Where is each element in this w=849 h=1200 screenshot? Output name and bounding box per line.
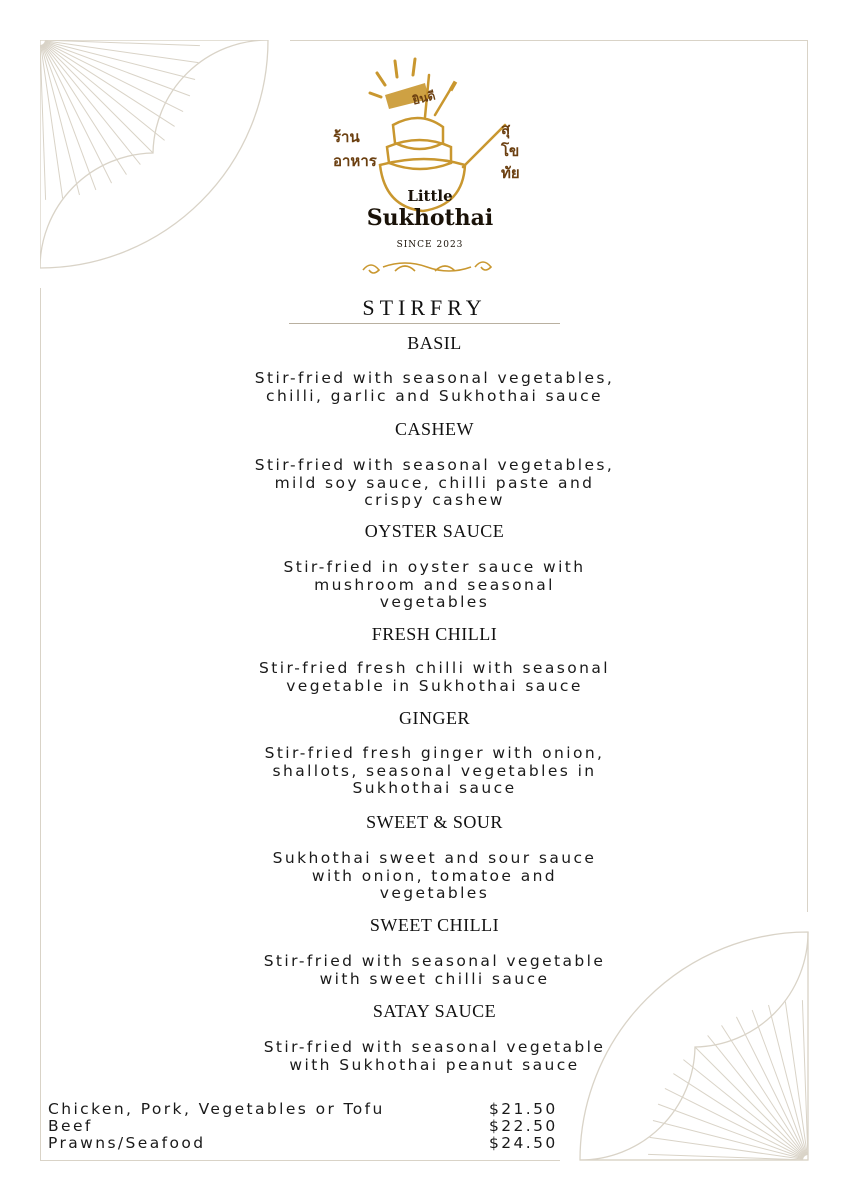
logo-thai-left-line2: อาหาร bbox=[333, 152, 377, 170]
logo-brand-name: Sukhothai bbox=[366, 205, 494, 231]
fan-ray bbox=[736, 1017, 805, 1156]
menu-item-description: Stir-fried fresh ginger with onion, shallots, seasonal vegetables in Sukhothai sauce bbox=[264, 744, 605, 797]
fan-ray bbox=[665, 1088, 804, 1157]
menu-item-name: FRESH CHILLI bbox=[371, 624, 498, 644]
fan-ray bbox=[673, 1074, 803, 1158]
restaurant-logo bbox=[325, 55, 535, 285]
menu-item-name: SATAY SAUCE bbox=[372, 1001, 497, 1021]
fan-ray bbox=[648, 1154, 803, 1159]
price-row-value: $24.50 bbox=[489, 1134, 558, 1152]
menu-item-name: SWEET CHILLI bbox=[369, 915, 500, 935]
fan-ray bbox=[45, 40, 200, 45]
fan-ray bbox=[40, 45, 45, 200]
menu-item-description: Stir-fried with seasonal vegetables, chilli, garlic and Sukhothai sauce bbox=[254, 369, 615, 405]
fan-ray bbox=[42, 44, 111, 183]
top-left-fan-ornament bbox=[40, 40, 272, 272]
logo-burst-text: ยินดี bbox=[411, 88, 437, 108]
price-row-value: $21.50 bbox=[489, 1100, 558, 1118]
fan-ray bbox=[45, 42, 190, 96]
logo-since: SINCE 2023 bbox=[396, 240, 464, 250]
fan-ray bbox=[41, 45, 63, 198]
logo-thai-right-line1: สุ bbox=[501, 120, 511, 138]
fan-ray bbox=[785, 1002, 807, 1155]
menu-item-description: Stir-fried with seasonal vegetables, mild soy sauce, chilli paste and crispy cashew bbox=[254, 456, 615, 509]
fan-ray bbox=[44, 44, 154, 154]
fan-ray bbox=[658, 1104, 803, 1158]
price-row-label: Prawns/Seafood bbox=[48, 1134, 206, 1152]
frame-top-line bbox=[290, 40, 808, 41]
menu-item-description: Stir-fried with seasonal vegetable with sweet chilli sauce bbox=[263, 952, 606, 988]
logo-small-word: Little bbox=[407, 187, 453, 205]
price-row-value: $22.50 bbox=[489, 1117, 558, 1135]
menu-item-name: SWEET & SOUR bbox=[366, 812, 503, 832]
price-row-label: Beef bbox=[48, 1117, 93, 1135]
menu-item-name: CASHEW bbox=[395, 419, 474, 439]
fan-ray bbox=[752, 1010, 806, 1155]
frame-bottom-line bbox=[40, 1160, 560, 1161]
price-row-label: Chicken, Pork, Vegetables or Tofu bbox=[48, 1100, 385, 1118]
menu-item-description: Sukhothai sweet and sour sauce with onion, tomatoe and vegetables bbox=[272, 849, 597, 902]
fan-ray bbox=[45, 41, 198, 63]
menu-item-name: BASIL bbox=[407, 333, 462, 353]
fan-ray bbox=[44, 43, 174, 127]
menu-item-description: Stir-fried fresh chilli with seasonal vegetable in Sukhothai sauce bbox=[259, 659, 610, 695]
fan-ray bbox=[43, 44, 127, 174]
menu-item-description: Stir-fried with seasonal vegetable with Sukhothai peanut sauce bbox=[263, 1038, 606, 1074]
fan-ray bbox=[44, 42, 183, 111]
logo-thai-right-line3: ทัย bbox=[501, 164, 520, 182]
fan-ray bbox=[42, 45, 96, 190]
logo-thai-right-line2: โข bbox=[501, 142, 520, 160]
section-title-underline bbox=[289, 323, 560, 324]
menu-item-name: OYSTER SAUCE bbox=[364, 521, 505, 541]
menu-item-name: GINGER bbox=[399, 708, 470, 728]
logo-thai-left-line1: ร้าน bbox=[333, 128, 360, 146]
menu-item-description: Stir-fried in oyster sauce with mushroom and seasonal vegetables bbox=[283, 558, 586, 611]
fan-ray bbox=[650, 1137, 803, 1159]
section-title: STIRFRY bbox=[362, 295, 487, 320]
fan-ray bbox=[802, 1000, 807, 1155]
